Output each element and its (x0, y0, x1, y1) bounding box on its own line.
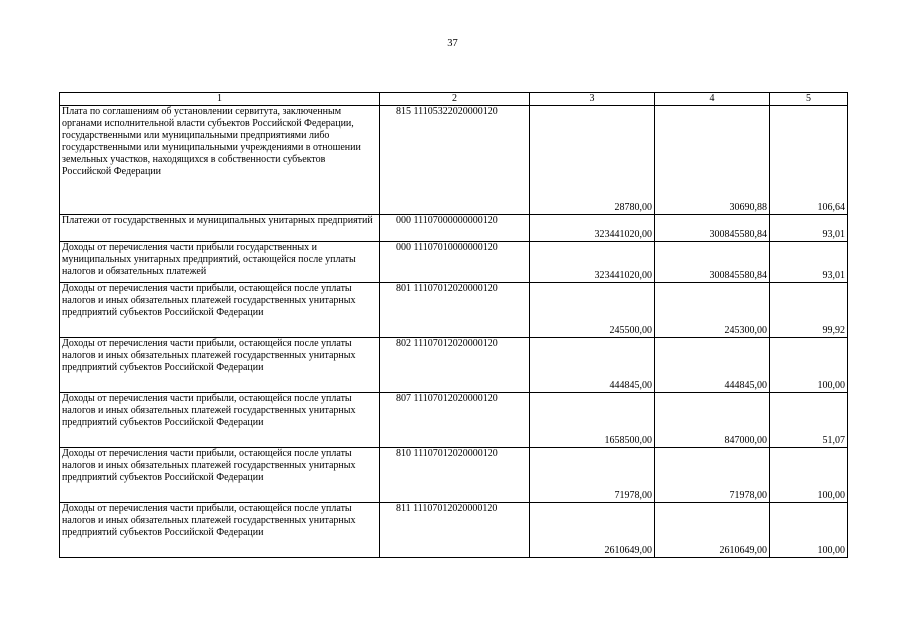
execution-percent-cell: 100,00 (770, 338, 848, 393)
plan-amount-cell: 323441020,00 (530, 242, 655, 283)
budget-revenue-table (59, 92, 848, 558)
revenue-name-cell: Платежи от государственных и муниципальных унитарных предприятий (60, 215, 380, 242)
table-row (60, 283, 848, 338)
table-row (60, 338, 848, 393)
table-row (60, 503, 848, 558)
budget-code-cell: 811 11107012020000120 (380, 503, 530, 558)
plan-amount-cell: 323441020,00 (530, 215, 655, 242)
column-header: 2 (380, 93, 530, 106)
column-header: 4 (655, 93, 770, 106)
execution-percent-cell: 106,64 (770, 106, 848, 215)
revenue-name-cell: Доходы от перечисления части прибыли, остающейся после уплаты налогов и иных обязательных платежей государственных унитарных предприятий субъектов Российской Федерации (60, 338, 380, 393)
column-header: 5 (770, 93, 848, 106)
revenue-name-cell: Плата по соглашениям об установлении сервитута, заключенным органами исполнительной власти субъектов Российской Федерации, государственными или муниципальными предприятиями либо государственными или муниципальными учреждениями в отношении земельных участков, находящихся в собственности субъектов Российской Федерации (60, 106, 380, 215)
actual-amount-cell: 847000,00 (655, 393, 770, 448)
table-row (60, 448, 848, 503)
plan-amount-cell: 1658500,00 (530, 393, 655, 448)
revenue-name-cell: Доходы от перечисления части прибыли, остающейся после уплаты налогов и иных обязательных платежей государственных унитарных предприятий субъектов Российской Федерации (60, 283, 380, 338)
actual-amount-cell: 71978,00 (655, 448, 770, 503)
actual-amount-cell: 300845580,84 (655, 215, 770, 242)
budget-code-cell: 807 11107012020000120 (380, 393, 530, 448)
budget-code-cell: 810 11107012020000120 (380, 448, 530, 503)
budget-code-cell: 802 11107012020000120 (380, 338, 530, 393)
revenue-name-cell: Доходы от перечисления части прибыли государственных и муниципальных унитарных предприятий, остающейся после уплаты налогов и обязательных платежей (60, 242, 380, 283)
revenue-name-cell: Доходы от перечисления части прибыли, остающейся после уплаты налогов и иных обязательных платежей государственных унитарных предприятий субъектов Российской Федерации (60, 448, 380, 503)
actual-amount-cell: 444845,00 (655, 338, 770, 393)
revenue-name-cell: Доходы от перечисления части прибыли, остающейся после уплаты налогов и иных обязательных платежей государственных унитарных предприятий субъектов Российской Федерации (60, 503, 380, 558)
plan-amount-cell: 444845,00 (530, 338, 655, 393)
column-header: 3 (530, 93, 655, 106)
budget-code-cell: 815 11105322020000120 (380, 106, 530, 215)
execution-percent-cell: 51,07 (770, 393, 848, 448)
table-row (60, 393, 848, 448)
table-row (60, 215, 848, 242)
budget-code-cell: 000 11107000000000120 (380, 215, 530, 242)
table-row (60, 242, 848, 283)
actual-amount-cell: 30690,88 (655, 106, 770, 215)
revenue-name-cell: Доходы от перечисления части прибыли, остающейся после уплаты налогов и иных обязательных платежей государственных унитарных предприятий субъектов Российской Федерации (60, 393, 380, 448)
column-header: 1 (60, 93, 380, 106)
plan-amount-cell: 2610649,00 (530, 503, 655, 558)
budget-code-cell: 801 11107012020000120 (380, 283, 530, 338)
execution-percent-cell: 100,00 (770, 503, 848, 558)
execution-percent-cell: 99,92 (770, 283, 848, 338)
plan-amount-cell: 245500,00 (530, 283, 655, 338)
actual-amount-cell: 245300,00 (655, 283, 770, 338)
execution-percent-cell: 100,00 (770, 448, 848, 503)
execution-percent-cell: 93,01 (770, 215, 848, 242)
plan-amount-cell: 71978,00 (530, 448, 655, 503)
execution-percent-cell: 93,01 (770, 242, 848, 283)
budget-code-cell: 000 11107010000000120 (380, 242, 530, 283)
actual-amount-cell: 2610649,00 (655, 503, 770, 558)
plan-amount-cell: 28780,00 (530, 106, 655, 215)
table-header-row (60, 93, 848, 106)
actual-amount-cell: 300845580,84 (655, 242, 770, 283)
page-number: 37 (447, 38, 458, 49)
table-row (60, 106, 848, 215)
